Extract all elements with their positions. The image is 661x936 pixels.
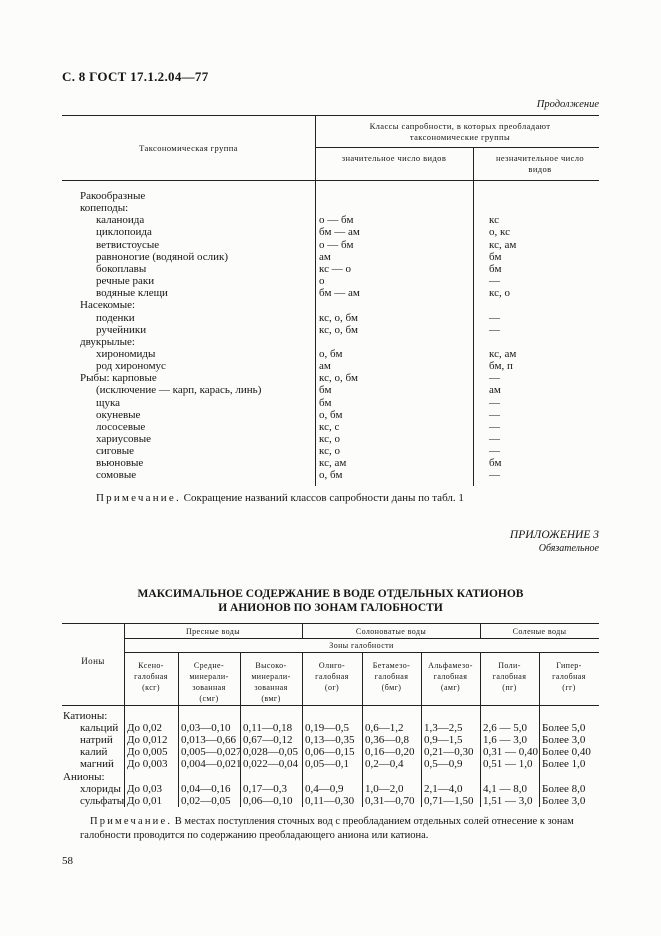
table2-cell: 0,16—0,20 xyxy=(365,746,415,759)
table2-cell: 0,028—0,05 xyxy=(243,746,298,759)
table2-col-head-line: минерали- xyxy=(251,672,291,681)
table2-row-name: кальций xyxy=(80,722,119,735)
table2-col-head-line: галобная xyxy=(492,672,527,681)
table2-group-brackish: Солоноватые воды xyxy=(355,627,427,636)
table2-col-divider xyxy=(480,652,481,807)
table2-zones-label: Зоны галобности xyxy=(329,641,394,650)
table1-col-major: значительное число видов xyxy=(341,153,447,163)
table2-title-line1: МАКСИМАЛЬНОЕ СОДЕРЖАНИЕ В ВОДЕ ОТДЕЛЬНЫХ КАТИОНОВ xyxy=(137,588,524,600)
table2-col-head xyxy=(302,660,362,693)
table2-cell: 1,6 — 3,0 xyxy=(483,734,527,747)
table2-cell: 0,06—0,10 xyxy=(243,794,293,807)
table1-row-major: кс, о xyxy=(319,433,340,445)
table2-col-head-line: галобная xyxy=(134,672,168,681)
table1-row-minor: бм xyxy=(489,250,502,263)
table2-col-head-line: Олиго- xyxy=(318,661,346,670)
table2-col-head-line: (гг) xyxy=(562,683,576,692)
table2-col-head-line: Ксено- xyxy=(138,661,164,670)
table1-row-name: Насекомые: xyxy=(80,299,136,312)
table2-cell: 0,005—0,027 xyxy=(181,746,242,759)
table2-cell: 0,4—0,9 xyxy=(305,782,344,795)
table2-col-head-line: Высоко- xyxy=(255,661,287,670)
table1-row-major: кс, с xyxy=(319,420,340,433)
table2-cell: 0,17—0,3 xyxy=(243,782,287,795)
table1-row-name: окуневые xyxy=(96,408,141,421)
appendix-block xyxy=(510,529,599,555)
note2 xyxy=(80,815,600,843)
table2-col-head-line: Альфамезо- xyxy=(428,661,473,670)
table2-cell: 1,51 — 3,0 xyxy=(483,794,533,807)
table1-row-name: водяные клещи xyxy=(96,287,168,300)
table2-row-name: Катионы: xyxy=(63,710,108,722)
table2-group-rule xyxy=(124,638,599,639)
table2-col-head xyxy=(480,660,539,693)
table1-row-name: ручейники xyxy=(96,323,147,336)
table2-cell: 0,71—1,50 xyxy=(424,794,474,807)
table2-cell: 0,19—0,5 xyxy=(305,722,349,735)
note1-text: Сокращение названий классов сапробности даны по табл. 1 xyxy=(183,492,464,504)
table1-row-minor: бм xyxy=(489,262,502,275)
table1-row-name: вьюновые xyxy=(96,457,144,470)
table2-header-rule xyxy=(62,705,599,706)
table2-col-head-line: зованная xyxy=(192,683,226,692)
table1-row-minor: — xyxy=(489,469,500,482)
table1-row-name: хариусовые xyxy=(96,433,151,445)
note1-label: Примечание. xyxy=(96,492,181,504)
table1-row-name: копеподы: xyxy=(80,202,129,215)
table1-header-rule xyxy=(62,180,599,181)
table1-row-minor: кс, ам xyxy=(489,238,517,251)
table2-col-head xyxy=(124,660,178,693)
table2-col-ions: Ионы xyxy=(81,656,105,666)
table2-group-fresh: Пресные воды xyxy=(185,627,241,636)
continuation-label: Продолжение xyxy=(536,99,599,110)
table2-cell: 0,02—0,05 xyxy=(181,794,231,807)
table2-col-head-line: галобная xyxy=(433,672,468,681)
table1-row-minor: кс, о xyxy=(489,287,510,300)
table2-col-head-line: (пг) xyxy=(502,683,517,692)
table1-row-major: ам xyxy=(319,360,331,373)
table1-row-major: о, бм xyxy=(319,408,343,421)
table1-row-name: лососевые xyxy=(96,420,146,433)
table2-cell: 0,51 — 1,0 xyxy=(483,758,533,771)
table2-cell: До 0,03 xyxy=(127,782,163,795)
table2-cell: 0,022—0,04 xyxy=(243,758,298,771)
table2-cell: 4,1 — 8,0 xyxy=(483,782,527,795)
table1-row-minor: ам xyxy=(489,384,501,397)
table1-row-minor: кс xyxy=(489,214,499,227)
table1-row-name: род хирономус xyxy=(96,360,166,373)
table2-col-head-line: галобная xyxy=(315,672,349,681)
table2-title-line2: И АНИОНОВ ПО ЗОНАМ ГАЛОБНОСТИ xyxy=(218,602,443,614)
table1-row-major: о — бм xyxy=(319,238,354,251)
table2-cell: 1,3—2,5 xyxy=(424,722,463,735)
table1-row-major: бм — ам xyxy=(319,226,360,239)
table2-col-head-line: (вмг) xyxy=(261,694,281,703)
table1-row-minor: бм xyxy=(489,457,502,470)
table2-cell: До 0,005 xyxy=(127,746,168,759)
table1-row-major: кс — о xyxy=(319,262,351,275)
table2-col-divider xyxy=(302,652,303,807)
table2-col-head-line: (бмг) xyxy=(381,683,402,692)
table2-col-divider xyxy=(421,652,422,807)
table2-col-head xyxy=(240,660,302,704)
table2-row-name: магний xyxy=(80,758,114,771)
table2-col-head-line: Средне- xyxy=(193,661,225,670)
table1-top-rule xyxy=(62,115,599,116)
table2-col-head xyxy=(539,660,599,693)
table1-row-minor: — xyxy=(489,396,500,409)
table2-cell: 0,2—0,4 xyxy=(365,758,404,771)
table2-col-divider xyxy=(539,652,540,807)
table2-row-name: хлориды xyxy=(80,782,121,795)
table1-row-minor: — xyxy=(489,372,500,385)
table1-row-major: ам xyxy=(319,250,331,263)
table2-col-head-line: минерали- xyxy=(189,672,229,681)
table2-cell: До 0,012 xyxy=(127,734,168,747)
table2-row-name: натрий xyxy=(80,734,113,747)
table1-row-major: о, бм xyxy=(319,347,343,360)
table2-group-saline: Соленые воды xyxy=(512,627,567,636)
table2-col-head-line: Бетамезо- xyxy=(372,661,411,670)
table2-col-head-line: Гипер- xyxy=(556,661,582,670)
table1-row-major: кс, ам xyxy=(319,457,347,470)
table1-row-major: кс, о, бм xyxy=(319,311,358,324)
table2-cell: 0,21—0,30 xyxy=(424,746,474,759)
table2-col-head xyxy=(362,660,421,693)
table1-row-minor: кс, ам xyxy=(489,347,517,360)
table1-row-name: двукрылые: xyxy=(80,335,135,348)
table2-cell: 0,04—0,16 xyxy=(181,782,231,795)
table2-cell: 0,6—1,2 xyxy=(365,722,404,735)
table1-row-minor: бм, п xyxy=(489,360,513,373)
table1-sub-rule xyxy=(315,147,599,148)
table2-cell: 0,06—0,15 xyxy=(305,746,355,759)
table2-col-head-line: галобная xyxy=(552,672,586,681)
note2-label: Примечание. xyxy=(90,816,173,827)
table2-col-head xyxy=(178,660,240,704)
table1-row-minor: о, кс xyxy=(489,226,510,239)
table2-cell: Более 8,0 xyxy=(542,782,586,795)
table1-row-name: хирономиды xyxy=(96,347,156,360)
table1-row-major: бм xyxy=(319,384,332,397)
page-number: 58 xyxy=(62,855,73,867)
table1-row-minor: — xyxy=(489,420,500,433)
table2-cell: Более 5,0 xyxy=(542,722,586,735)
table1-row-major: о — бм xyxy=(319,214,354,227)
table2-cell: 0,31—0,70 xyxy=(365,794,415,807)
table1-row-minor: — xyxy=(489,408,500,421)
table2-col-head-line: (амг) xyxy=(440,683,461,692)
table2-cell: 2,6 — 5,0 xyxy=(483,722,527,735)
table1-row-minor: — xyxy=(489,323,500,336)
table1-row-major: бм — ам xyxy=(319,287,360,300)
table2-col-divider xyxy=(362,652,363,807)
table1-row-name: сиговые xyxy=(96,445,134,458)
table1-row-name: равноногие (водяной ослик) xyxy=(96,250,229,263)
table2-row-name: сульфаты xyxy=(80,794,125,807)
table1-row-name: бокоплавы xyxy=(96,262,147,275)
table1-row-major: бм xyxy=(319,396,332,409)
table1-row-name: речные раки xyxy=(96,275,155,288)
table1-row-major: кс, о, бм xyxy=(319,372,358,385)
note1 xyxy=(96,492,464,504)
table2-cell: До 0,02 xyxy=(127,722,163,735)
table2-col-divider xyxy=(178,652,179,807)
table2-col-head-line: (смг) xyxy=(199,694,219,703)
table2-col-head-line: зованная xyxy=(254,683,288,692)
table1-row-minor: — xyxy=(489,445,500,458)
note2-text: В местах поступления сточных вод с преобладанием отдельных солей отнесение к зонам галобности проводится по содержанию преобладающего аниона или катиона. xyxy=(80,816,574,841)
table2-row-name: Анионы: xyxy=(63,770,105,783)
table2-cell: 0,03—0,10 xyxy=(181,722,231,735)
table2-cell: 0,004—0,021 xyxy=(181,758,242,771)
table2-cell: 2,1—4,0 xyxy=(424,782,463,795)
table2-cell: Более 1,0 xyxy=(542,758,586,771)
table1-row-name: каланоида xyxy=(96,214,145,227)
table2-cell: 0,31 — 0,40 xyxy=(483,746,538,759)
table2-cell: 0,9—1,5 xyxy=(424,734,463,747)
appendix-title: ПРИЛОЖЕНИЕ 3 xyxy=(509,529,599,541)
table2-divider-ions xyxy=(124,623,125,807)
table2-col-head xyxy=(421,660,480,693)
table2-cell: 0,11—0,18 xyxy=(243,722,293,735)
table1-divider-1 xyxy=(315,115,316,486)
table2-col-head-line: Поли- xyxy=(498,661,521,670)
table2-cell: 0,05—0,1 xyxy=(305,758,349,771)
table1-row-name: поденки xyxy=(96,311,135,324)
table2-cell: Более 3,0 xyxy=(542,794,586,807)
table1-row-major: кс, о xyxy=(319,445,340,458)
table2-col-head-line: галобная xyxy=(374,672,409,681)
table1-row-name: циклопоида xyxy=(96,226,152,239)
table2-top-rule xyxy=(62,623,599,624)
page-header: С. 8 ГОСТ 17.1.2.04—77 xyxy=(62,69,209,84)
table1-row-major: о, бм xyxy=(319,469,343,482)
table1-row-name: ветвистоусые xyxy=(96,238,160,251)
table2-cell: 0,013—0,66 xyxy=(181,734,236,747)
table1-col-classes: Классы сапробности, в которых преобладают таксономические группы xyxy=(369,121,551,142)
table1-row-name: щука xyxy=(96,396,121,409)
table1-row-minor: — xyxy=(489,433,500,445)
table1-col-minor: незначительное число видов xyxy=(495,153,585,174)
table2-col-head-line: (ог) xyxy=(324,683,340,692)
table1-row-name: сомовые xyxy=(96,469,137,482)
table1-row-minor: — xyxy=(489,275,500,288)
table2-cell: До 0,003 xyxy=(127,758,168,771)
table2-row-name: калий xyxy=(80,746,108,759)
table1-row-major: о xyxy=(319,275,325,288)
table2-cell: 0,36—0,8 xyxy=(365,734,409,747)
table2-cell: Более 0,40 xyxy=(542,746,591,759)
table2-cell: Более 3,0 xyxy=(542,734,586,747)
table2-cell: 0,67—0,12 xyxy=(243,734,293,747)
table1-divider-2 xyxy=(473,147,474,486)
table2-col-divider xyxy=(240,652,241,807)
table1-row-name: Ракообразные xyxy=(80,190,146,202)
table2-cell: 1,0—2,0 xyxy=(365,782,404,795)
table2-cell: 0,11—0,30 xyxy=(305,794,355,807)
table2-cell: 0,5—0,9 xyxy=(424,758,463,771)
table1-row-major: кс, о, бм xyxy=(319,323,358,336)
table2-col-head-line: (ксг) xyxy=(142,683,160,692)
table1-row-minor: — xyxy=(489,311,500,324)
table1-row-name: Рыбы: карповые xyxy=(80,372,157,385)
table2-cell: 0,13—0,35 xyxy=(305,734,355,747)
table1-col-group: Таксономическая группа xyxy=(139,143,238,153)
table1-row-name: (исключение — карп, карась, линь) xyxy=(96,384,262,397)
appendix-subtitle: Обязательное xyxy=(538,543,599,554)
table2-cell: До 0,01 xyxy=(127,794,163,807)
